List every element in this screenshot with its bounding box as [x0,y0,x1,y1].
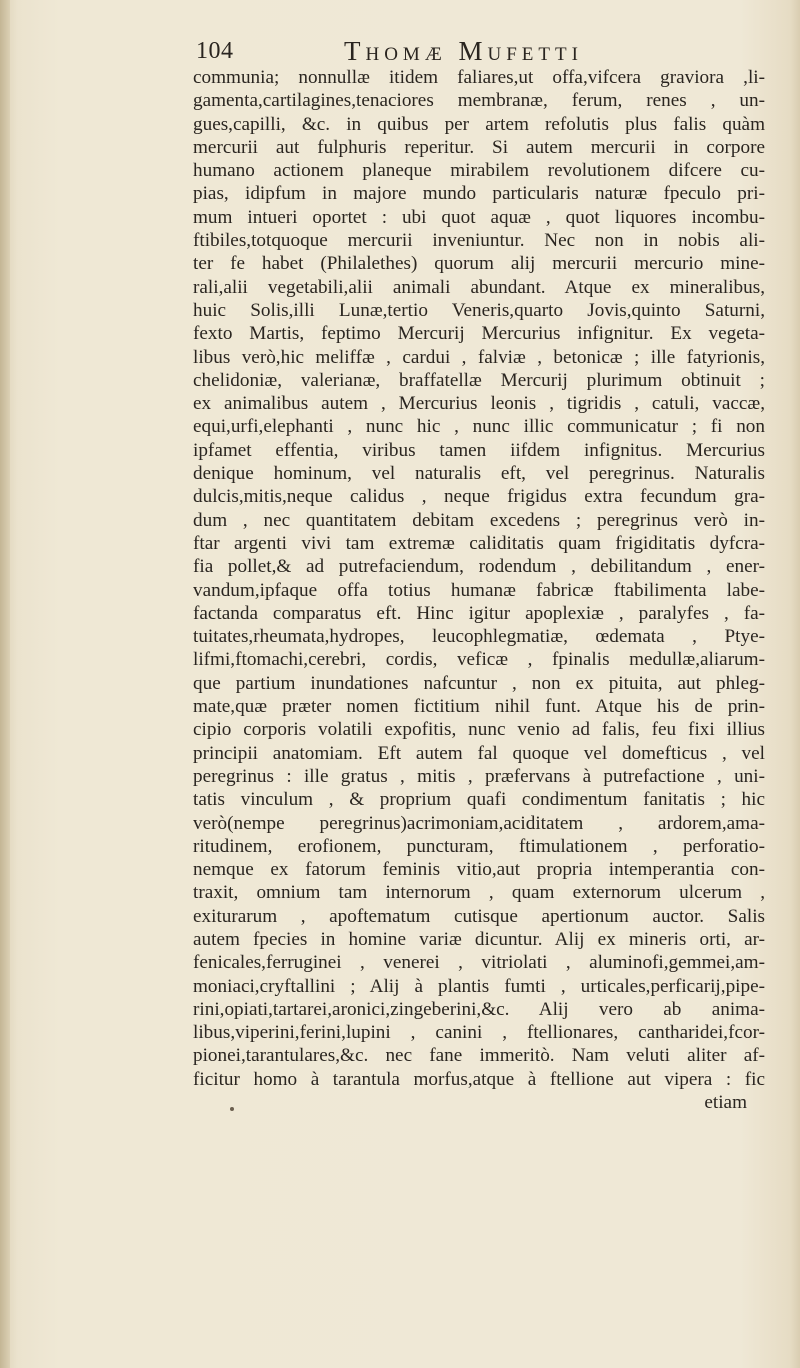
text-line: dum , nec quantitatem debitam excedens ; peregrinus verò in- [193,509,765,531]
text-line: fexto Martis, feptimo Mercurij Mercurius infignitur. Ex vegeta- [193,323,765,345]
text-line: peregrinus : ille gratus , mitis , præfervans à putrefactione , uni- [193,765,765,787]
text-line: tatis vinculum , & proprium quafi condimentum fanitatis ; hic [193,789,765,811]
text-line: ipfamet effentia, viribus tamen iifdem infignitus. Mercurius [193,439,765,461]
text-line: mum intueri oportet : ubi quot aquæ , quot liquores incombu- [193,206,765,228]
text-line: huic Solis,illi Lunæ,tertio Veneris,quarto Jovis,quinto Saturni, [193,299,765,321]
text-line: humano actionem planeque mirabilem revolutionem difcere cu- [193,160,765,182]
text-line: tuitates,rheumata,hydropes, leucophlegmatiæ, œdemata , Ptye- [193,626,765,648]
body-text [193,66,765,1114]
text-line: factanda comparatus eft. Hinc igitur apoplexiæ , paralyfes , fa- [193,602,765,624]
text-line: libus verò,hic meliffæ , cardui , falviæ , betonicæ ; ille fatyrionis, [193,346,765,368]
text-line: rini,opiati,tartarei,aronici,zingeberini,&c. Alij vero ab anima- [193,998,765,1020]
text-line: communia; nonnullæ itidem faliares,ut offa,vifcera graviora ,li- [193,67,765,88]
text-line: libus,viperini,ferini,lupini , canini , ftellionares, cantharidei,fcor- [193,1022,765,1044]
text-line: que partium inundationes nafcuntur , non ex pituita, aut phleg- [193,672,765,694]
text-line: mercurii aut fulphuris reperitur. Si autem mercurii in corpore [193,136,765,158]
text-line: vandum,ipfaque offa totius humanæ fabricæ ftabilimenta labe- [193,579,765,601]
text-line: rali,alii vegetabili,alii animali abundant. Atque ex mineralibus, [193,276,765,298]
ink-speck [230,1107,234,1111]
text-line: nemque ex fatorum feminis vitio,aut propria intemperantia con- [193,859,765,881]
text-line: ritudinem, erofionem, puncturam, ftimulationem , perforatio- [193,835,765,857]
text-line: chelidoniæ, valerianæ, braffatellæ Mercurij plurimum obtinuit ; [193,369,765,391]
text-line: denique hominum, vel naturalis eft, vel peregrinus. Naturalis [193,463,765,485]
text-line: principii anatomiam. Eft autem fal quoque vel domefticus , vel [193,742,765,764]
text-line: pionei,tarantulares,&c. nec fane immeritò. Nam veluti aliter af- [193,1045,765,1067]
text-line: ficitur homo à tarantula morfus,atque à ftellione aut vipera : fic [193,1068,765,1090]
binding-gutter [0,0,10,1368]
text-line: ftibiles,totquoque mercurii inveniuntur. Nec non in nobis ali- [193,230,765,252]
text-line: traxit, omnium tam internorum , quam externorum ulcerum , [193,882,765,904]
text-line: gues,capilli, &c. in quibus per artem refolutis plus falis quàm [193,113,765,135]
text-line: autem fpecies in homine variæ dicuntur. Alij ex mineris orti, ar- [193,928,765,950]
catchword: etiam [704,1092,747,1114]
page-header [196,34,756,70]
text-line: ter fe habet (Philalethes) quorum alij mercurii mercurio mine- [193,253,765,275]
text-line: fenicales,ferruginei , venerei , vitriolati , aluminofi,gemmei,am- [193,952,765,974]
text-line: lifmi,ftomachi,cerebri, cordis, veficæ , fpinalis medullæ,aliarum- [193,649,765,671]
text-line: cipio corporis volatili expofitis, nunc venio ad falis, feu fixi illius [193,719,765,741]
text-line: dulcis,mitis,neque calidus , neque frigidus extra fecundum gra- [193,486,765,508]
text-line: pias, idipfum in majore mundo particularis naturæ fpeculo pri- [193,183,765,205]
text-line: moniaci,cryftallini ; Alij à plantis fumti , urticales,perficarij,pipe- [193,975,765,997]
page-number: 104 [196,38,234,64]
text-line: exiturarum , apoftematum cutisque apertionum auctor. Salis [193,905,765,927]
text-line: ftar argenti vivi tam extremæ caliditatis quam frigiditatis dyfcra- [193,532,765,554]
text-line: fia pollet,& ad putrefaciendum, rodendum , debilitandum , ener- [193,556,765,578]
text-line: ex animalibus autem , Mercurius leonis , tigridis , catuli, vaccæ, [193,393,765,415]
text-line: equi,urfi,elephanti , nunc hic , nunc illic communicatur ; fi non [193,416,765,438]
text-line: mate,quæ præter nomen fictitium nihil funt. Atque his de prin- [193,696,765,718]
running-title: Thomæ Mufetti [344,36,583,66]
text-line: gamenta,cartilagines,tenaciores membranæ, ferum, renes , un- [193,90,765,112]
text-line: verò(nempe peregrinus)acrimoniam,aciditatem , ardorem,ama- [193,812,765,834]
